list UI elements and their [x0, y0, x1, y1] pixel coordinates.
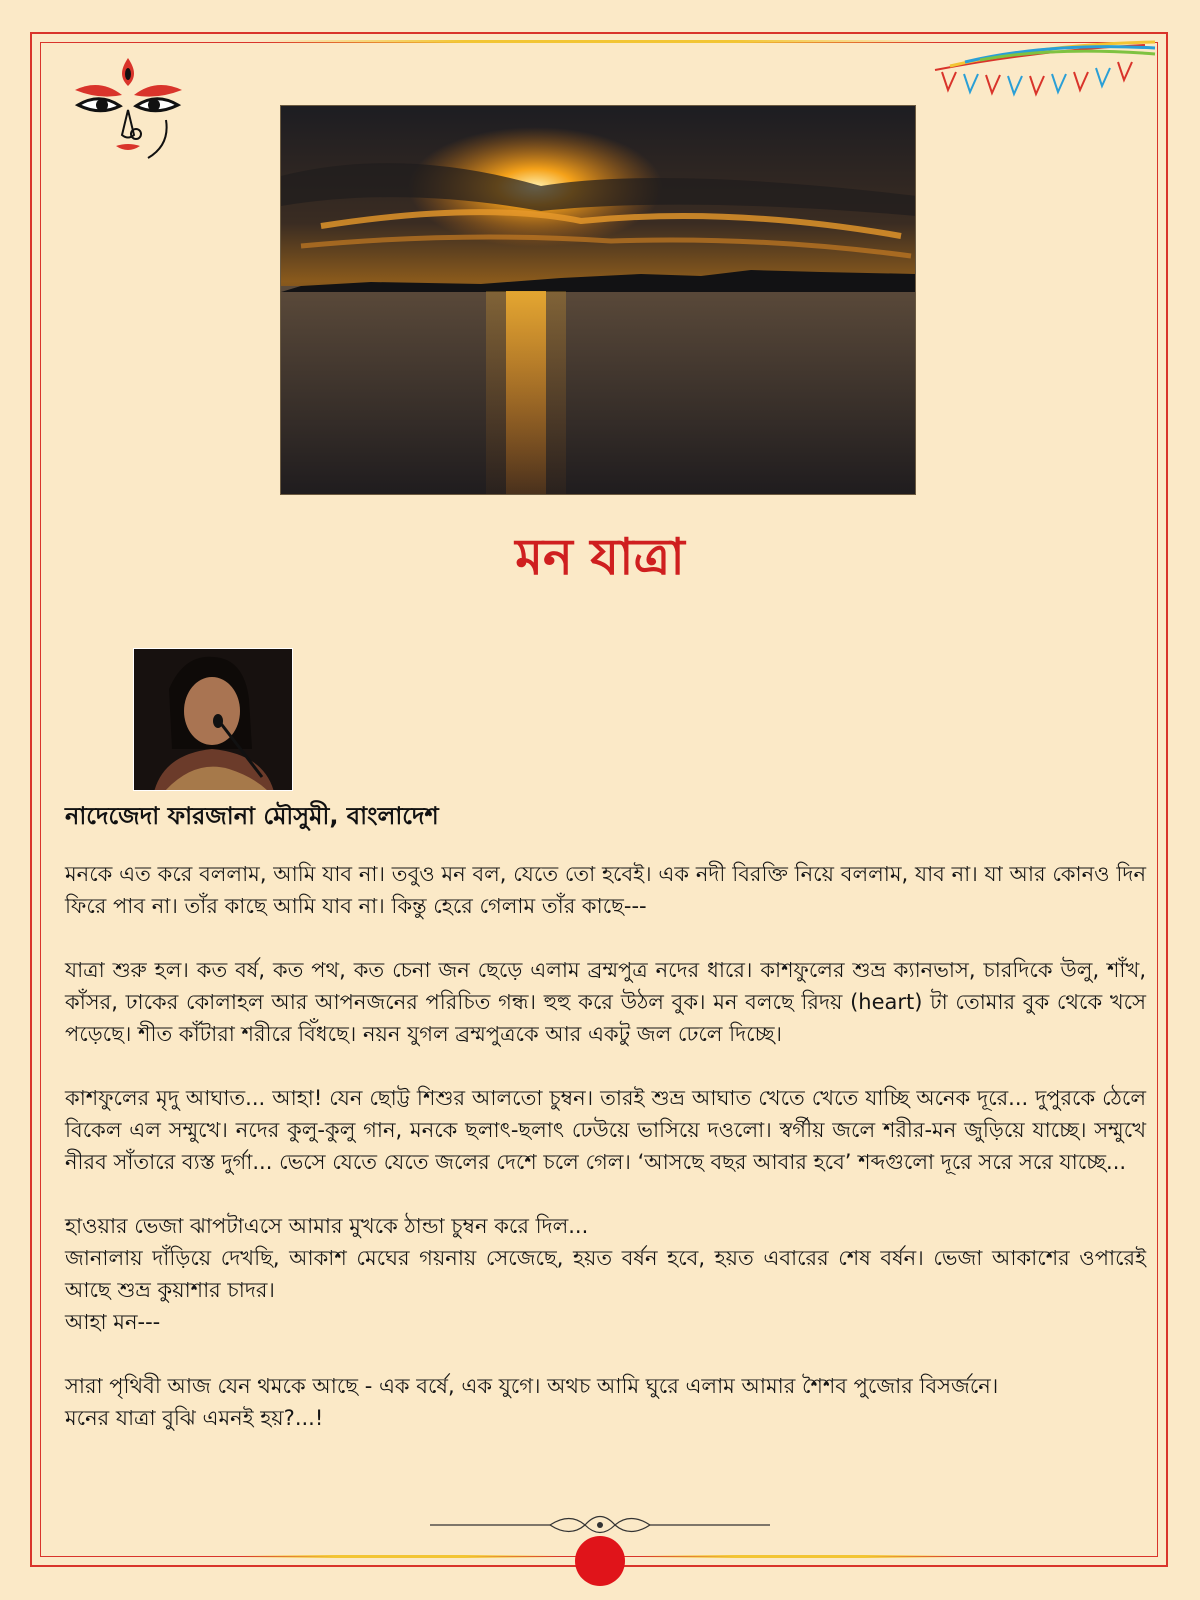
paragraph: মনের যাত্রা বুঝি এমনই হয়?...!: [65, 1406, 324, 1430]
durga-face-icon: [70, 50, 190, 160]
bunting-garland-icon: [930, 40, 1160, 115]
article-title: মন যাত্রা: [515, 528, 685, 586]
paragraph: জানালায় দাঁড়িয়ে দেখছি, আকাশ মেঘের গয়নায় সেজেছে, হয়ত বর্ষন হবে, হয়ত এবারের শেষ বর্ষন। ভেজা আকাশের ওপারেই আছে শুভ্র কুয়াশার চাদর।: [65, 1246, 1146, 1302]
paragraph: আহা মন---: [65, 1310, 161, 1334]
top-gold-line: [260, 40, 940, 43]
bottom-gold-line-right: [640, 1555, 960, 1558]
paragraph: হাওয়ার ভেজা ঝাপটাএসে আমার মুখকে ঠান্ডা চুম্বন করে দিল...: [65, 1214, 589, 1238]
red-dot-ornament: [575, 1536, 625, 1586]
bottom-gold-line-left: [240, 1555, 560, 1558]
paragraph: মনকে এত করে বললাম, আমি যাব না। তবুও মন বল, যেতে তো হবেই। এক নদী বিরক্তি নিয়ে বললাম, যাব না। যা আর কোনও দিন ফিরে পাব না। তাঁর কাছে আমি যাব না। কিন্তু হেরে গেলাম তাঁর কাছে---: [65, 862, 1146, 918]
sunset-river-photo: [280, 105, 916, 495]
paragraph: যাত্রা শুরু হল। কত বর্ষ, কত পথ, কত চেনা জন ছেড়ে এলাম ব্রম্মপুত্র নদের ধারে। কাশফুলের শুভ্র ক্যানভাস, চারদিকে উলু, শাঁখ, কাঁসর, ঢাকের কোলাহল আর আপনজনের পরিচিত গন্ধ। হুহু করে উঠল বুক। মন বলছে রিদয় (heart) টা তোমার বুক থেকে খসে পড়েছে। শীত কাঁটারা শরীরে বিঁধছে। নয়ন যুগল ব্রম্মপুত্রকে আর একটু জল ঢেলে দিচ্ছে।: [65, 958, 1146, 1046]
article-body: [65, 858, 1146, 1434]
author-byline: নাদেজেদা ফারজানা মৌসুমী, বাংলাদেশ: [65, 802, 439, 830]
author-portrait-photo: [133, 648, 293, 791]
paragraph: সারা পৃথিবী আজ যেন থমকে আছে - এক বর্ষে, এক যুগে। অথচ আমি ঘুরে এলাম আমার শৈশব পুজোর বিসর্জনে।: [65, 1374, 999, 1398]
paragraph: কাশফুলের মৃদু আঘাত... আহা! যেন ছোট্ট শিশুর আলতো চুম্বন। তারই শুভ্র আঘাত খেতে খেতে যাচ্ছি অনেক দূরে... দুপুরকে ঠেলে বিকেল এল সম্মুখে। নদের কুলু-কুলু গান, মনকে ছলাৎ-ছলাৎ ঢেউয়ে ভাসিয়ে দওলো। স্বর্গীয় জলে শরীর-মন জুড়িয়ে যাচ্ছে। সম্মুখে নীরব সাঁতারে ব্যস্ত দুর্গা... ভেসে যেতে যেতে জলের দেশে চলে গেল। ‘আসছে বছর আবার হবে’ শব্দগুলো দূরে সরে সরে যাচ্ছে...: [65, 1086, 1146, 1174]
